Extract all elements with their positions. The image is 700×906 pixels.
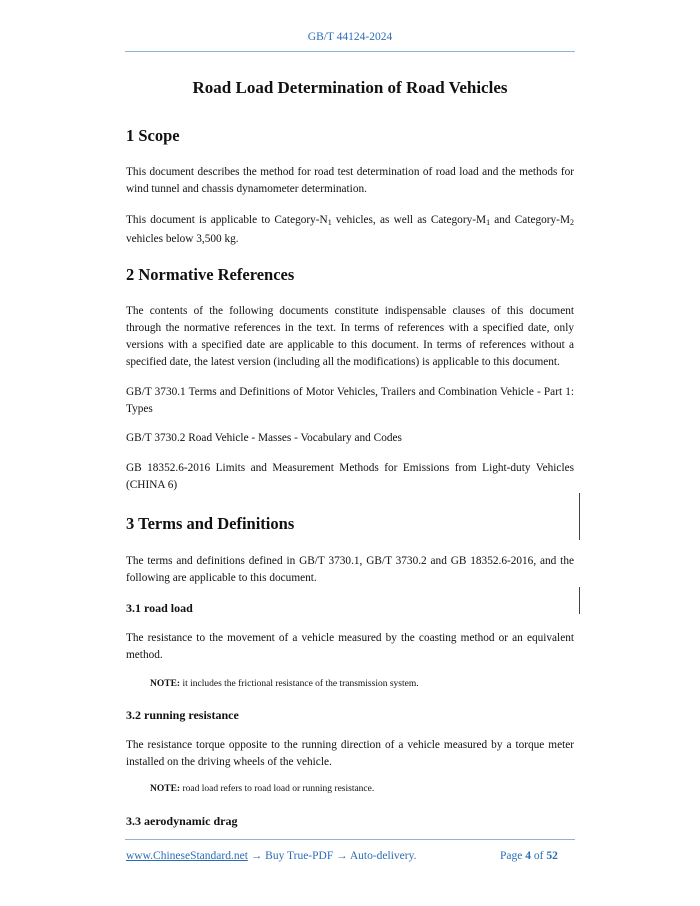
footer-rule xyxy=(125,839,575,840)
margin-change-bar-2 xyxy=(579,587,580,614)
document-title: Road Load Determination of Road Vehicles xyxy=(192,78,508,97)
reference-item-3: GB 18352.6-2016 Limits and Measurement Methods for Emissions from Light-duty Vehicles (CHINA 6) xyxy=(126,462,574,491)
term-3-2-definition: The resistance torque opposite to the running direction of a vehicle measured by a torque meter installed on the driving wheels of the vehicle. xyxy=(126,739,574,768)
section-3-heading: 3 Terms and Definitions xyxy=(126,514,295,533)
terms-intro-paragraph: The terms and definitions defined in GB/T 3730.1, GB/T 3730.2 and GB 18352.6-2016, and the following are applicable to this document. xyxy=(126,555,574,584)
footer-promo: www.ChineseStandard.net → Buy True-PDF → Auto-delivery. xyxy=(126,850,417,862)
normative-references-paragraph: The contents of the following documents constitute indispensable clauses of this document through the normative references in the text. In terms of references with a specified date, only versions with a specified date are applicable to this document. In terms of references without a specified date, the latest version (including all the modifications) is applicable to this document. xyxy=(126,305,574,368)
header-doc-code: GB/T 44124-2024 xyxy=(307,31,393,43)
term-3-1-note: NOTE: it includes the frictional resistance of the transmission system. xyxy=(150,679,419,689)
scope-paragraph-1: This document describes the method for road test determination of road load and the methods for wind tunnel and chassis dynamometer determination. xyxy=(126,166,574,195)
term-3-2-note: NOTE: road load refers to road load or running resistance. xyxy=(150,784,375,794)
margin-change-bar xyxy=(579,493,580,540)
footer-site-link[interactable]: www.ChineseStandard.net xyxy=(126,850,248,862)
section-1-heading: 1 Scope xyxy=(126,126,180,145)
term-3-1-definition: The resistance to the movement of a vehicle measured by the coasting method or an equivalent method. xyxy=(126,632,574,661)
term-3-2-heading: 3.2 running resistance xyxy=(126,708,239,722)
term-3-3-heading: 3.3 aerodynamic drag xyxy=(126,814,238,828)
reference-item-2: GB/T 3730.2 Road Vehicle - Masses - Vocabulary and Codes xyxy=(126,432,402,444)
header-rule xyxy=(125,51,575,52)
term-3-1-heading: 3.1 road load xyxy=(126,601,193,615)
footer-page-number: Page 4 of 52 xyxy=(500,850,558,862)
section-2-heading: 2 Normative References xyxy=(126,265,295,284)
reference-item-1: GB/T 3730.1 Terms and Definitions of Motor Vehicles, Trailers and Combination Vehicle - Part 1: Types xyxy=(126,386,574,415)
scope-paragraph-2: This document is applicable to Category-$N_1$ vehicles, as well as Category-$M_1$ and Category-$M_2$ vehicles below 3,500 kg. xyxy=(126,214,574,245)
